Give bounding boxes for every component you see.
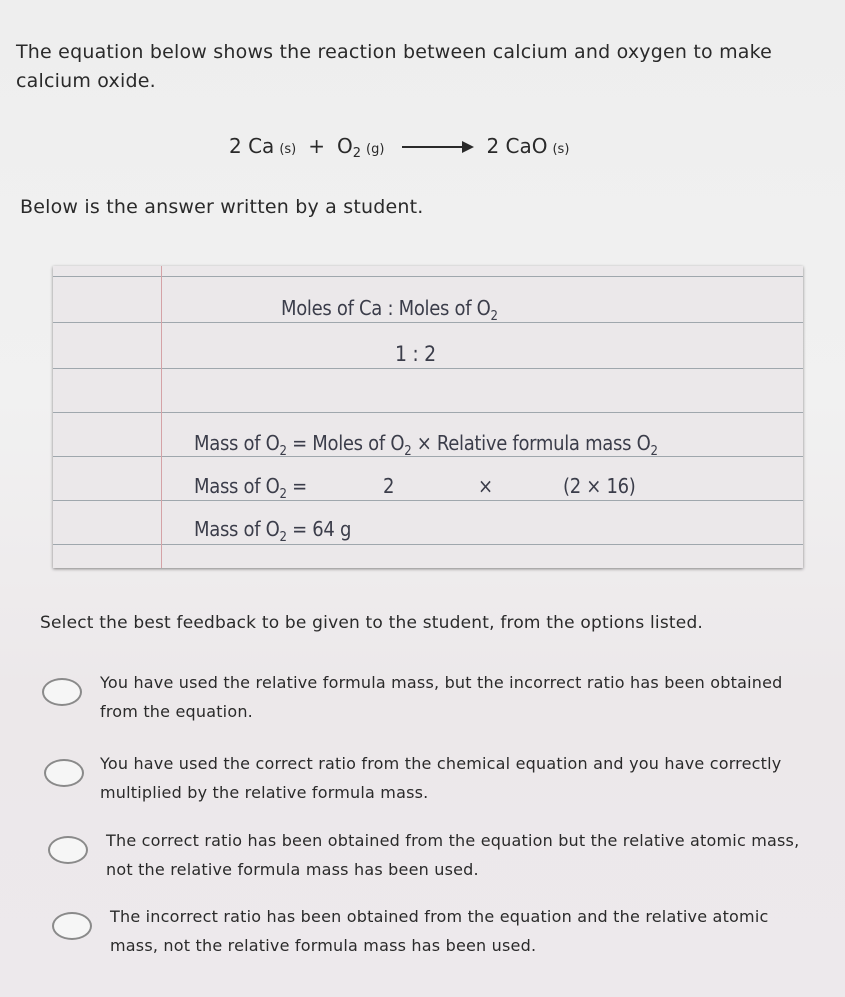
option-text: You have used the correct ratio from the chemical equation and you have correctly multiplied by the relative formula mass. — [100, 754, 782, 802]
state-gas: (g) — [366, 142, 385, 157]
radio-button[interactable] — [52, 912, 92, 940]
margin-line — [161, 266, 162, 568]
ruled-line — [53, 500, 803, 501]
answer-intro: Below is the answer written by a student. — [20, 196, 424, 218]
question-prompt: Select the best feedback to be given to the student, from the options listed. — [40, 613, 704, 633]
ruled-line — [53, 368, 803, 369]
reactant-calcium: 2 Ca — [229, 134, 275, 158]
ruled-line — [53, 544, 803, 545]
working-line-2-moles: 2 — [383, 474, 395, 498]
ruled-line — [53, 276, 803, 277]
ratio-label: Moles of Ca : Moles of $O_2$ — [281, 296, 498, 324]
plus-sign: + — [308, 134, 325, 158]
option-text: The correct ratio has been obtained from the equation but the relative atomic mass, not the relative formula mass has been used. — [106, 831, 800, 879]
chemical-equation — [229, 134, 570, 161]
option-text: You have used the relative formula mass, but the incorrect ratio has been obtained from the equation. — [100, 673, 783, 721]
state-solid-product: (s) — [552, 142, 570, 157]
working-line-1: Mass of $O_2$ = Moles of $O_2$ × Relative formula mass $O_2$ — [194, 431, 658, 459]
working-line-2-rfm: (2 × 16) — [563, 474, 636, 498]
ratio-value: 1 : 2 — [395, 342, 436, 366]
radio-button[interactable] — [42, 678, 82, 706]
working-line-3: Mass of $O_2 = 64$ g — [194, 517, 352, 545]
state-solid: (s) — [279, 142, 297, 157]
radio-button[interactable] — [48, 836, 88, 864]
working-line-2-label: Mass of $O_2$ = — [194, 474, 307, 502]
reaction-arrow-icon — [402, 141, 474, 153]
option-text: The incorrect ratio has been obtained from the equation and the relative atomic mass, not the relative formula mass has been used. — [110, 907, 769, 955]
question-intro: The equation below shows the reaction between calcium and oxygen to make calcium oxide. — [16, 41, 773, 92]
working-line-2-times: × — [478, 474, 493, 498]
oxygen-subscript: 2 — [352, 146, 362, 161]
student-answer-card — [53, 266, 803, 568]
reactant-oxygen: O — [337, 134, 353, 158]
product-calcium-oxide: 2 CaO — [486, 134, 548, 158]
ruled-line — [53, 412, 803, 413]
radio-button[interactable] — [44, 759, 84, 787]
